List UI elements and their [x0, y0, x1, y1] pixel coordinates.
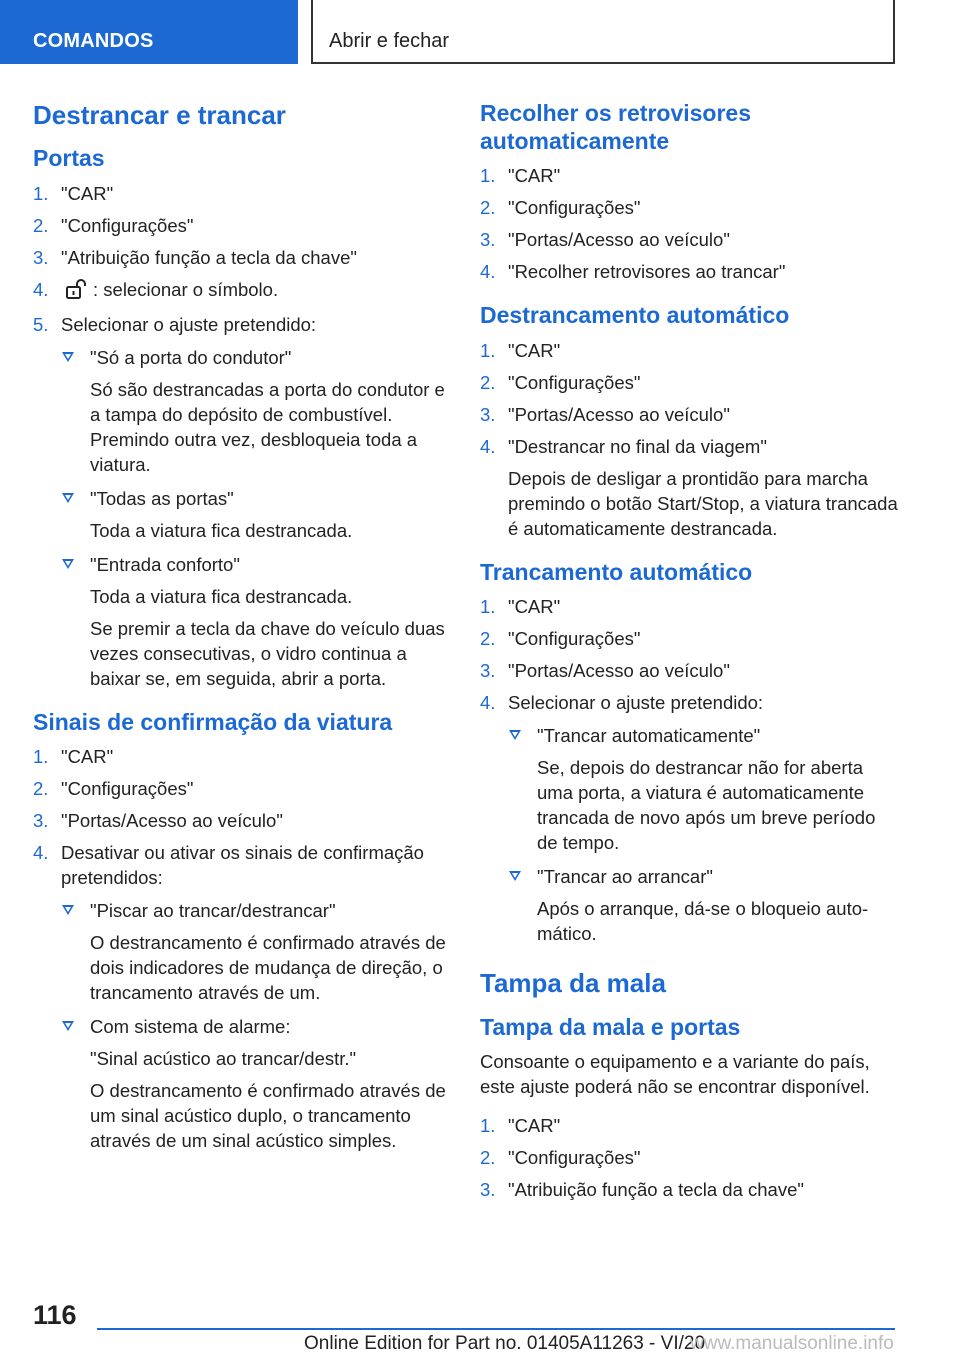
option-item: "Entrada conforto" Toda a viatura fica destrancada. Se premir a tecla da chave do veículo duas vezes consecutivas, o vidro continua a baixar se, em seguida, abrir a porta.	[61, 552, 453, 691]
list-item: 4. Desativar ou ativar os sinais de confirmação pretendidos: "Piscar ao trancar/destrancar" O destrancamento é confirmado através de dois indicadores de mudança de direção, o trancamento através de um. Com sistema de alarme: "Sinal acústico ao trancar/destr." O destrancamento é confirmado através de um sinal acústico duplo, o trancamento através de um sinal acústico simples.	[33, 840, 453, 1153]
list-item: 3. "Portas/Acesso ao veículo"	[480, 660, 730, 682]
footer-edition: Online Edition for Part no. 01405A11263 - VI/20	[304, 1333, 706, 1354]
sinais-steps	[33, 744, 453, 1153]
triangle-bullet-icon	[509, 871, 521, 881]
list-item: 2. "Configurações"	[480, 1147, 641, 1169]
list-item: 2. "Configurações"	[480, 628, 641, 650]
list-item: 2. "Configurações"	[33, 778, 194, 800]
triangle-bullet-icon	[509, 730, 521, 740]
header-section-tab	[0, 0, 298, 64]
heading-portas: Portas	[33, 145, 105, 172]
unlock-icon	[65, 279, 87, 305]
chapter-title: Abrir e fechar	[329, 30, 450, 52]
list-item: 3. "Portas/Acesso ao veículo"	[33, 810, 283, 832]
list-item: 1. "CAR"	[480, 165, 561, 187]
heading-destrancar-trancar: Destrancar e trancar	[33, 100, 286, 130]
option-item: "Trancar ao arrancar" Após o arranque, dá-se o bloqueio automático.	[508, 864, 900, 946]
left-column	[33, 100, 453, 1162]
heading-sinais-confirmacao: Sinais de confirmação da viatura	[33, 708, 393, 735]
destrancamento-steps	[480, 338, 900, 541]
list-item: 4. Selecionar o ajuste pretendido: "Trancar automaticamente" Se, depois do destrancar não for aberta uma porta, a viatura é automaticamente trancada de novo após um breve período de tempo. "Trancar ao arrancar" Após o arranque, dá-se o bloqueio automático.	[480, 690, 900, 946]
tampa-intro: Consoante o equipamento e a variante do país, este ajuste poderá não se encontrar disponível.	[480, 1051, 870, 1098]
header-chapter-box	[311, 0, 895, 64]
list-item: 2. "Configurações"	[33, 214, 194, 236]
heading-tampa-da-mala: Tampa da mala	[480, 968, 666, 999]
list-item: 4. "Destrancar no final da viagem" Depois de desligar a prontidão para marcha premindo o botão Start/Stop, a viatura trancada é automaticamente destrancada.	[480, 435, 898, 539]
portas-options	[61, 345, 453, 691]
option-item: Com sistema de alarme: "Sinal acústico ao trancar/destr." O destrancamento é confirmado através de um sinal acústico duplo, o trancamento através de um sinal acústico simples.	[61, 1014, 453, 1153]
list-item: 2. "Configurações"	[480, 371, 641, 393]
list-item: 1. "CAR"	[480, 1115, 561, 1137]
sinais-options	[61, 898, 453, 1153]
portas-steps	[33, 181, 453, 691]
list-item: 4. "Recolher retrovisores ao trancar"	[480, 261, 786, 283]
list-item: 1. "CAR"	[480, 596, 561, 618]
heading-destrancamento-automatico: Destrancamento automático	[480, 302, 790, 329]
section-title: COMANDOS	[33, 30, 154, 52]
trancamento-options	[508, 723, 900, 946]
list-item: 2. "Configurações"	[480, 197, 641, 219]
heading-tampa-mala-portas: Tampa da mala e portas	[480, 1013, 741, 1040]
heading-recolher-retrovisores: Recolher os retrovisores automaticamente	[480, 100, 752, 154]
list-item: 3. "Portas/Acesso ao veículo"	[480, 229, 730, 251]
list-item: 1. "CAR"	[33, 746, 114, 768]
triangle-bullet-icon	[62, 352, 74, 362]
triangle-bullet-icon	[62, 905, 74, 915]
triangle-bullet-icon	[62, 1021, 74, 1031]
triangle-bullet-icon	[62, 559, 74, 569]
list-item: 1. "CAR"	[480, 339, 561, 361]
list-item: 3. "Atribuição função a tecla da chave"	[33, 246, 357, 268]
option-item: "Todas as portas" Toda a viatura fica destrancada.	[61, 486, 453, 543]
list-item: 5. Selecionar o ajuste pretendido: "Só a porta do condutor" Só são destrancadas a porta do condutor e a tampa do depósito de combustível. Premindo outra vez, desbloqueia toda a viatura. "Todas as portas" Toda a viatura fica destrancada. "Entrada conforto" Toda a viatura fica destrancada. Se premir a tecla da chave do veículo duas vezes consecutivas, o vidro continua a baixar se, em seguida, abrir a porta.	[33, 312, 453, 691]
list-item: 3. "Atribuição função a tecla da chave"	[480, 1179, 804, 1201]
page-number: 116	[33, 1300, 77, 1330]
retrovisores-steps	[480, 163, 900, 284]
option-item: "Piscar ao trancar/destrancar" O destrancamento é confirmado através de dois indicadores de mudança de direção, o trancamento através de um.	[61, 898, 453, 1005]
right-column	[480, 100, 900, 1209]
list-item: 1. "CAR"	[33, 182, 114, 204]
option-item: "Trancar automaticamente" Se, depois do destrancar não for aberta uma porta, a viatura é automaticamente trancada de novo após um breve período de tempo.	[508, 723, 900, 855]
footer-divider	[97, 1328, 895, 1330]
triangle-bullet-icon	[62, 493, 74, 503]
option-item: "Só a porta do condutor" Só são destrancadas a porta do condutor e a tampa do depósito de combustível. Premindo outra vez, desbloqueia toda a viatura.	[61, 345, 453, 477]
tampa-steps	[480, 1113, 900, 1202]
heading-trancamento-automatico: Trancamento automático	[480, 558, 753, 585]
list-item: 4. : selecionar o símbolo.	[33, 277, 453, 305]
watermark: www.manualsonline.info	[690, 1333, 894, 1354]
list-item: 3. "Portas/Acesso ao veículo"	[480, 403, 730, 425]
trancamento-steps	[480, 594, 900, 946]
